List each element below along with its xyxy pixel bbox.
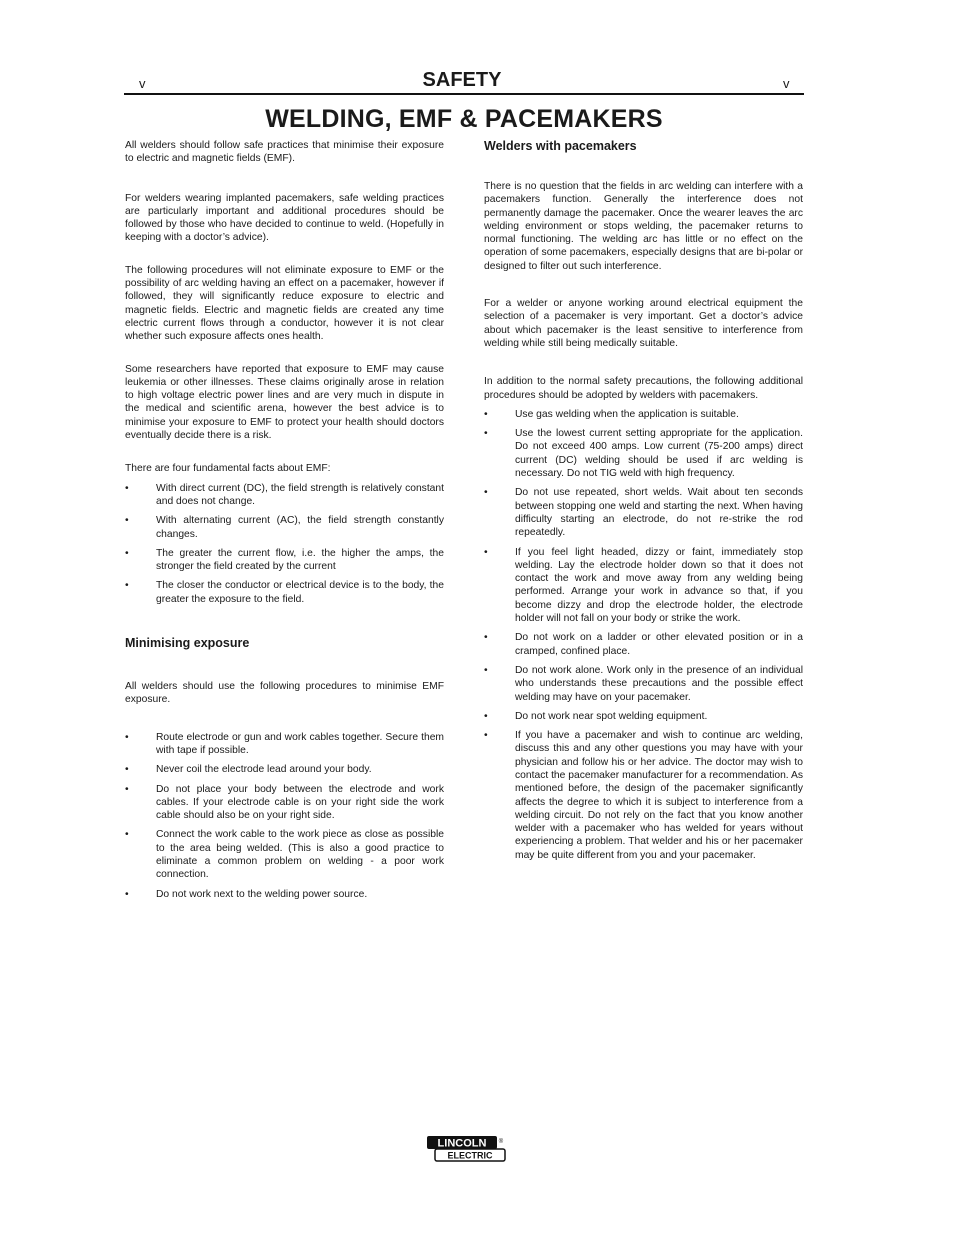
list-item: • Do not work alone. Work only in the presence of an individual who understands these precautions and the possible effect welding may have on your pacemaker. <box>484 664 803 704</box>
page-number-left: v <box>139 76 146 91</box>
left-column <box>125 139 444 907</box>
list-item: • Do not work next to the welding power source. <box>125 888 444 901</box>
emf-facts-list <box>125 482 444 606</box>
list-item: • Use the lowest current setting appropriate for the application. Do not exceed 400 amps. Low current (75-200 amps) direct current (DC) welding should be used if arc welding is necessary. Do not TIG weld with high frequency. <box>484 427 803 480</box>
list-item: • With alternating current (AC), the field strength constantly changes. <box>125 514 444 541</box>
list-item: • Do not work on a ladder or other elevated position or in a cramped, confined place. <box>484 631 803 658</box>
paragraph: All welders should use the following procedures to minimise EMF exposure. <box>125 681 444 706</box>
list-item: • With direct current (DC), the field strength is relatively constant and does not change. <box>125 482 444 509</box>
paragraph: There is no question that the fields in arc welding can interfere with a pacemakers function. Generally the interference does not permanently damage the pacemaker. Once the wearer leaves the arc welding environment or stops welding, the pacemaker returns to normal functioning. The welding arc has little or no effect on the operation of some pacemakers, especially designs that are bi-polar or designed to filter out such interference. <box>484 181 803 272</box>
paragraph: The following procedures will not eliminate exposure to EMF or the possibility of arc welding having an effect on a pacemaker, however if followed, they will significantly reduce exposure to electric and magnetic fields. Electric and magnetic fields are created any time electric current flows through a conductor, however it is not clear whether such exposure affects ones health. <box>125 264 444 343</box>
subheading-welders-with-pacemakers: Welders with pacemakers <box>484 139 637 153</box>
paragraph: For a welder or anyone working around electrical equipment the selection of a pacemaker is very important. Get a doctor’s advice about which pacemaker is the least sensitive to interference from welding while still being medically suitable. <box>484 298 803 349</box>
list-item: • Do not use repeated, short welds. Wait about ten seconds between stopping one weld and starting the next. When having difficulty starting an electrode, do not re-strike the rod repeatedly. <box>484 486 803 539</box>
list-item: • Connect the work cable to the work piece as close as possible to the area being welded. (This is also a good practice to eliminate a common problem on welding - a poor work connection. <box>125 828 444 881</box>
right-column <box>484 139 803 868</box>
paragraph: For welders wearing implanted pacemakers, safe welding practices are particularly important and additional procedures should be followed by those who have decided to continue to weld. (Hopefully in keeping with a doctor’s advice). <box>125 192 444 244</box>
list-item: • Route electrode or gun and work cables together. Secure them with tape if possible. <box>125 731 444 758</box>
paragraph: All welders should follow safe practices that minimise their exposure to electric and magnetic fields (EMF). <box>125 140 444 165</box>
list-item: • Do not work near spot welding equipment. <box>484 710 803 723</box>
list-item: • The closer the conductor or electrical device is to the body, the greater the exposure to the field. <box>125 579 444 606</box>
list-item: • If you feel light headed, dizzy or faint, immediately stop welding. Lay the electrode holder down so that it does not contact the work and move away from any welding being performed. Arrange your work in advance so that, if you become dizzy and drop the electrode holder, the electrode holder will not fall on your body or strike the work. <box>484 546 803 626</box>
list-item: • If you have a pacemaker and wish to continue arc welding, discuss this and any other questions you may have with your physician and follow his or her advice. The doctor may wish to contact the pacemaker manufacturer for a recommendation. As mentioned before, the design of the pacemaker significantly affects the degree to which it is subject to interference from a welding circuit. Do not rely on the fact that you know another welder with a pacemaker who has welded for years without experiencing a problem. That welder and his or her pacemaker may be quite different from you and your pacemaker. <box>484 729 803 862</box>
section-title: SAFETY <box>422 69 502 91</box>
subheading-minimising-exposure: Minimising exposure <box>125 636 250 651</box>
minimise-procedures-list <box>125 731 444 901</box>
list-item: • Use gas welding when the application is suitable. <box>484 408 803 421</box>
paragraph: There are four fundamental facts about EMF: <box>125 463 331 475</box>
list-item: • The greater the current flow, i.e. the higher the amps, the stronger the field created by the current <box>125 547 444 574</box>
paragraph: In addition to the normal safety precautions, the following additional procedures should be adopted by welders with pacemakers. <box>484 376 803 401</box>
pacemaker-procedures-list <box>484 408 803 862</box>
logo-text-lincoln: LINCOLN <box>437 1137 487 1150</box>
list-item: • Never coil the electrode lead around your body. <box>125 763 444 776</box>
page-title: WELDING, EMF & PACEMAKERS <box>265 105 663 133</box>
header-rule <box>124 93 804 95</box>
lincoln-electric-logo <box>426 1135 506 1162</box>
logo-registered-mark: ® <box>498 1139 504 1145</box>
list-item: • Do not place your body between the electrode and work cables. If your electrode cable is on your right side the work cable should also be on your right side. <box>125 783 444 823</box>
page-number-right: v <box>783 76 790 91</box>
logo-text-electric: ELECTRIC <box>447 1150 493 1161</box>
paragraph: Some researchers have reported that exposure to EMF may cause leukemia or other illnesses. These claims originally arose in relation to high voltage electric power lines and are very much in dispute in the medical and scientific arena, however the best advice is to minimise your exposure to EMF to protect your health should doctors eventually decide there is a risk. <box>125 363 444 442</box>
